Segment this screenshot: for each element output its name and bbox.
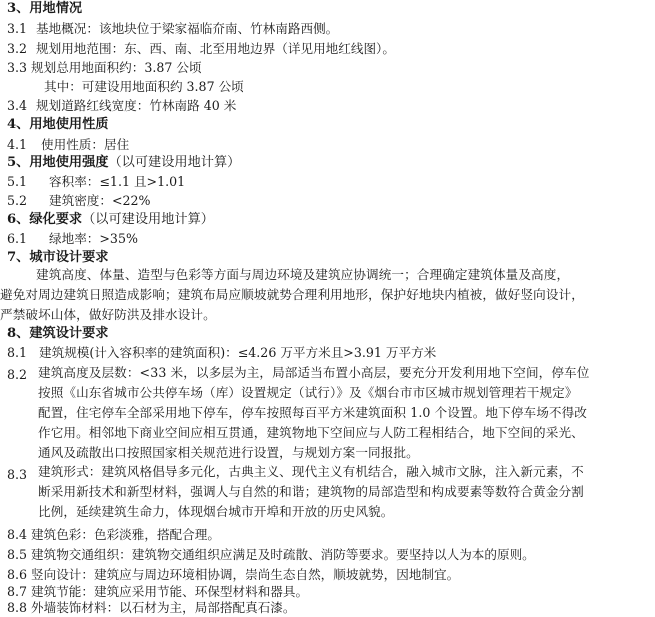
paragraph-line: 作它用。相邻地下商业空间应相互贯通，建筑物地下空间应与人防工程相结合，地下空间的采光、 <box>38 425 584 440</box>
section-8-heading: 8、建筑设计要求 <box>7 326 109 341</box>
item-text: 规划总用地面积约：3.87 公顷 <box>31 60 202 75</box>
paragraph-line: 建筑高度、体量、造型与色彩等方面与周边环境及建筑应协调统一；合理确定建筑体量及高度， <box>36 267 570 282</box>
heading-text: 5、用地使用强度 <box>7 155 109 170</box>
item-text: 竖向设计：建筑应与周边环境相协调，崇尚生态自然，顺坡就势，因地制宜。 <box>31 567 460 582</box>
paragraph-line: 建筑形式：建筑风格倡导多元化，古典主义、现代主义有机结合，融入城市文脉，注入新元素，不 <box>38 464 584 479</box>
item-number: 3.1 <box>7 21 28 36</box>
item-8-2 <box>38 363 589 463</box>
paragraph-line: 通风及疏散出口按照国家相关规范进行设置，与规划方案一同报批。 <box>38 445 419 460</box>
item-number: 5.2 <box>7 193 28 208</box>
section-7-paragraph <box>0 265 584 325</box>
item-number: 8.3 <box>7 467 28 482</box>
item-number: 4.1 <box>7 137 28 152</box>
paragraph-line: 严禁破坏山体，做好防洪及排水设计。 <box>0 307 216 322</box>
item-text: 建筑节能：建筑应采用节能、环保型材料和器具。 <box>31 584 309 599</box>
item-number: 8.2 <box>7 367 28 382</box>
item-text: 规划用地范围：东、西、南、北至用地边界（详见用地红线图）。 <box>36 41 395 56</box>
item-text: 基地概况：该地块位于梁家福临夼南、竹林南路西侧。 <box>36 21 339 36</box>
item-text: 其中：可建设用地面积约 3.87 公顷 <box>44 79 244 94</box>
item-text: 规划道路红线宽度：竹林南路 40 米 <box>36 98 237 113</box>
item-number: 8.6 <box>7 567 28 582</box>
item-number: 5.1 <box>7 174 28 189</box>
item-number: 8.8 <box>7 600 28 615</box>
item-number: 8.7 <box>7 584 28 599</box>
heading-note: （以可建设用地计算） <box>82 212 214 227</box>
section-4-heading: 4、用地使用性质 <box>7 117 109 132</box>
item-text: 建筑色彩：色彩淡雅，搭配合理。 <box>31 527 220 542</box>
item-number: 3.4 <box>7 98 28 113</box>
item-number: 3.2 <box>7 41 28 56</box>
heading-text: 6、绿化要求 <box>7 212 83 227</box>
item-number: 3.3 <box>7 60 28 75</box>
item-text: 建筑物交通组织：建筑物交通组织应满足及时疏散、消防等要求。要坚持以人为本的原则。 <box>31 547 535 562</box>
section-5-heading <box>7 155 240 171</box>
item-number: 6.1 <box>7 231 28 246</box>
paragraph-line: 比例，延续建筑生命力，体现烟台城市开埠和开放的历史风貌。 <box>38 504 394 519</box>
item-number: 8.5 <box>7 547 28 562</box>
item-text: 绿地率：>35% <box>49 231 138 246</box>
item-text: 使用性质：居住 <box>41 137 130 152</box>
paragraph-line: 断采用新技术和新型材料，强调人与自然的和谐；建筑物的局部造型和构成要素等数符合黄金分割 <box>38 484 584 499</box>
section-3-heading: 3、用地情况 <box>7 1 83 16</box>
section-7-heading: 7、城市设计要求 <box>7 250 109 265</box>
section-6-heading <box>7 212 214 228</box>
item-number: 8.1 <box>7 345 28 360</box>
item-text: 容积率：≤1.1 且>1.01 <box>49 174 186 189</box>
item-number: 8.4 <box>7 527 28 542</box>
paragraph-line: 按照《山东省城市公共停车场（库）设置规定（试行）》及《烟台市市区城市规划管理若干规定》 <box>38 385 578 400</box>
heading-note: （以可建设用地计算） <box>108 155 241 170</box>
item-8-3 <box>38 462 584 522</box>
paragraph-line: 建筑高度及层数：<33 米，以多层为主，局部适当布置小高层，要充分开发利用地下空间，停车位 <box>38 365 590 380</box>
paragraph-line: 避免对周边建筑日照造成影响；建筑布局应顺坡就势合理利用地形，保护好地块内植被，做好竖向设计， <box>0 287 584 302</box>
paragraph-line: 配置，住宅停车全部采用地下停车，停车按照每百平方米建筑面积 1.0 个设置。地下停车场不得改 <box>38 405 587 420</box>
item-text: 外墙装饰材料：以石材为主，局部搭配真石漆。 <box>31 600 296 615</box>
item-text: 建筑密度：<22% <box>49 193 151 208</box>
item-text: 建筑规模(计入容积率的建筑面积)：≤4.26 万平方米且>3.91 万平方米 <box>39 345 437 360</box>
